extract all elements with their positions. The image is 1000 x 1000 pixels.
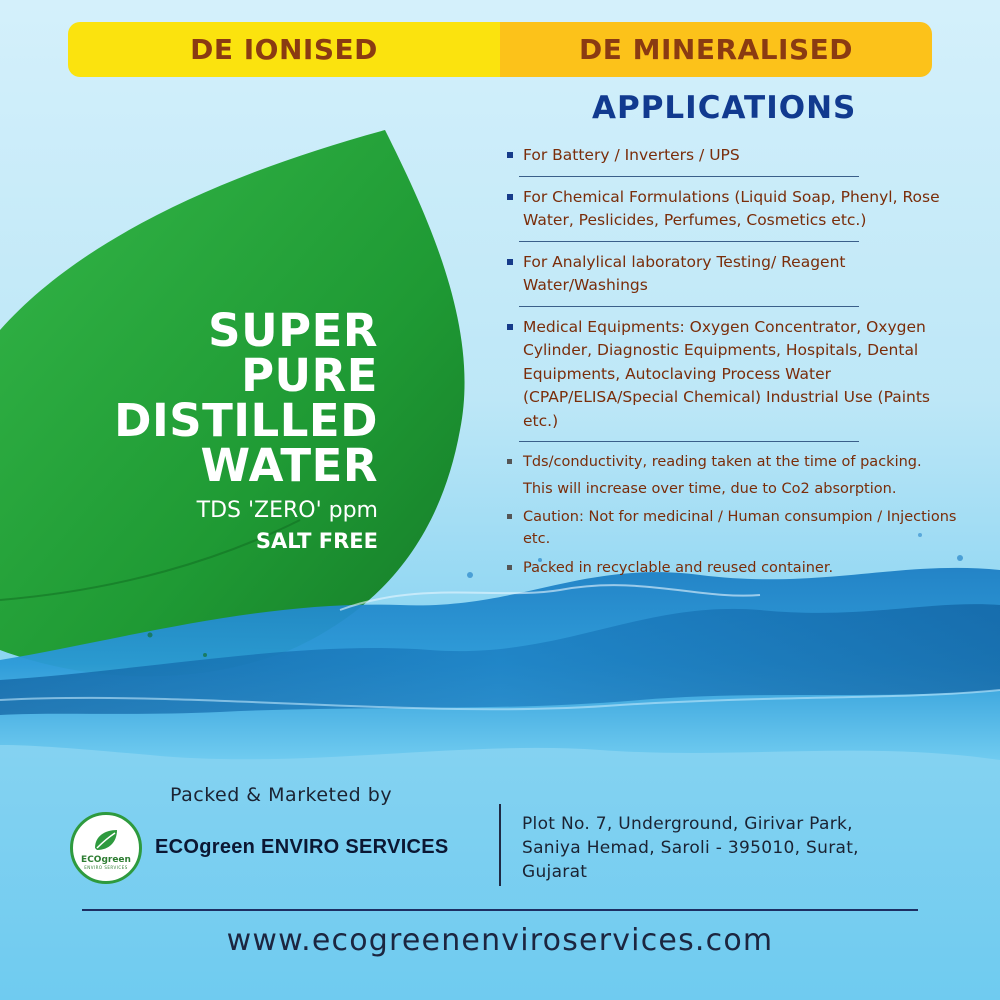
address-line-3: Gujarat [522,862,588,882]
address-line-1: Plot No. 7, Underground, Girivar Park, [522,814,853,834]
address [522,812,859,884]
divider [519,441,859,442]
list-item: Medical Equipments: Oxygen Concentrator, Oxygen Cylinder, Diagnostic Equipments, Hospitals, Dental Equipments, Autoclaving Process Water (CPAP/ELISA/Special Chemical) Industrial Use (Paints etc.) [507,316,967,434]
logo-subtext: ENVIRO SERVICES [84,865,128,870]
divider [519,241,859,242]
divider [519,176,859,177]
note-item-packed: Packed in recyclable and reused container. [507,557,967,580]
logo-text: ECOgreen [81,855,131,865]
bullet-icon [507,324,513,330]
bullet-icon [507,514,512,519]
hero-line-pure: PURE [241,349,378,402]
header-deionised: DE IONISED [68,22,500,77]
applications-list [507,144,967,579]
website-link[interactable]: www.ecogreenenviroservices.com [226,923,774,958]
packed-by-label: Packed & Marketed by [170,784,393,806]
company-name: ECOgreen ENVIRO SERVICES [155,836,449,858]
footer-divider [82,909,918,911]
hero-tds: TDS 'ZERO' ppm [196,498,378,523]
hero-line-distilled: DISTILLED [114,394,378,447]
bullet-icon [507,459,512,464]
ecogreen-logo-icon [70,812,142,884]
note-item-caution: Caution: Not for medicinal / Human consumpion / Injections etc. [507,506,967,551]
note-item-tds: Tds/conductivity, reading taken at the time of packing. [507,451,967,474]
vertical-divider [499,804,501,886]
hero-text [114,304,378,553]
bullet-icon [507,565,512,570]
hero-line-super: SUPER [208,304,378,357]
applications-title: APPLICATIONS [592,90,857,126]
hero-line-water: WATER [200,439,378,492]
list-item: For Chemical Formulations (Liquid Soap, Phenyl, Rose Water, Peslicides, Perfumes, Cosmetics etc.) [507,186,967,233]
note-subtext: This will increase over time, due to Co2 absorption. [523,480,897,497]
logo-leaf-icon [91,826,121,854]
header-demineralised: DE MINERALISED [500,22,932,77]
list-item: For Analylical laboratory Testing/ Reagent Water/Washings [507,251,967,298]
bullet-icon [507,259,513,265]
divider [519,306,859,307]
list-item: For Battery / Inverters / UPS [507,144,967,168]
bullet-icon [507,194,513,200]
hero-salt-free: SALT FREE [255,529,378,553]
bullet-icon [507,152,513,158]
header-bar [68,22,932,77]
address-line-2: Saniya Hemad, Saroli - 395010, Surat, [522,838,859,858]
